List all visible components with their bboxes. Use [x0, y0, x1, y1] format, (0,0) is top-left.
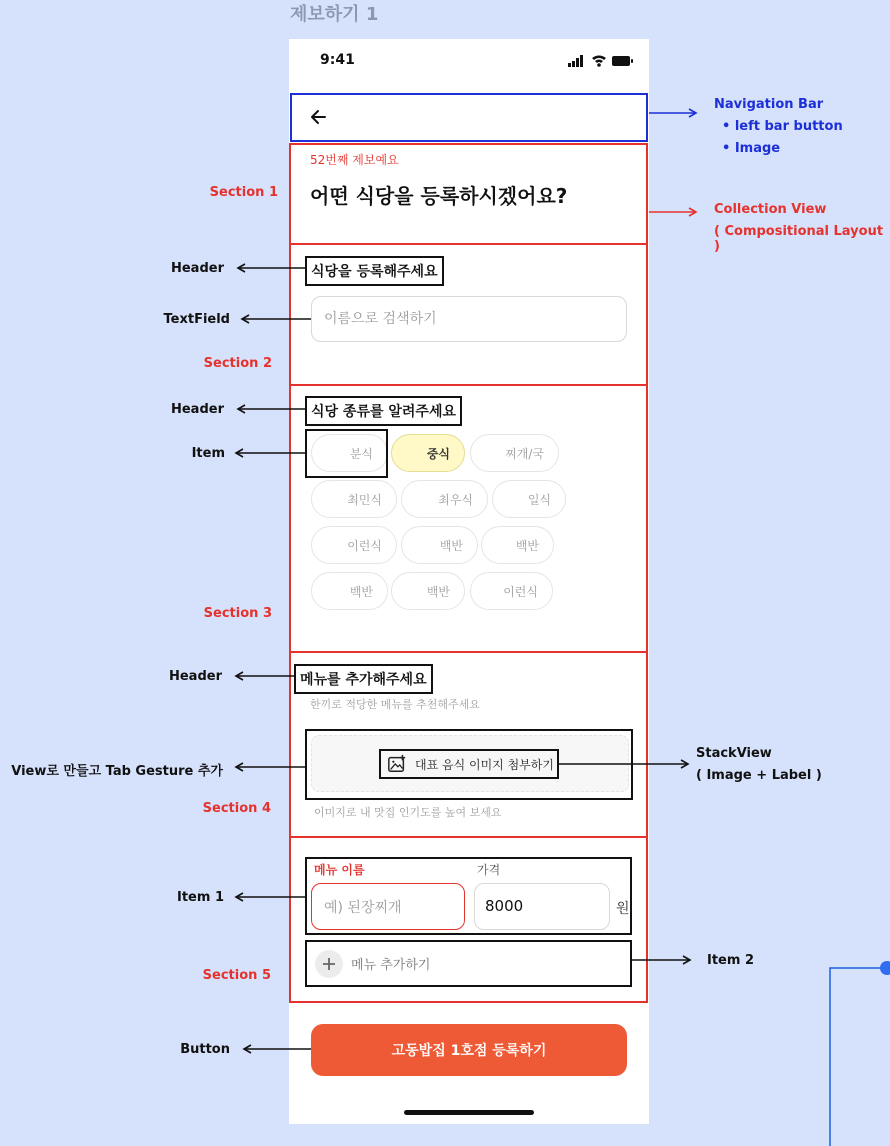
section-4-subtitle: 한끼로 적당한 메뉴를 추천해주세요: [310, 698, 480, 711]
category-chip[interactable]: 백반: [311, 572, 388, 610]
annotation-view-gesture: View로 만들고 Tab Gesture 추가: [11, 764, 223, 779]
status-time: 9:41: [320, 52, 355, 68]
blue-connector: [830, 968, 890, 1146]
price-label: 가격: [477, 863, 501, 877]
annotation-collection-view-sub: ( Compositional Layout ): [714, 224, 884, 254]
annotation-section-5: Section 5: [202, 968, 271, 983]
category-chip[interactable]: 중식: [391, 434, 465, 472]
category-chip[interactable]: 최우식: [401, 480, 488, 518]
category-chip[interactable]: 최민식: [311, 480, 397, 518]
section-4-header: 메뉴를 추가해주세요: [294, 664, 433, 694]
section-2-header: 식당을 등록해주세요: [305, 256, 444, 286]
annotation-header-3: Header: [170, 402, 224, 417]
annotation-button: Button: [180, 1042, 230, 1057]
annotation-section-4: Section 4: [202, 801, 271, 816]
currency-label: 원: [616, 901, 630, 917]
annotation-nav-bar: Navigation Bar: [714, 97, 824, 112]
category-chip[interactable]: 분식: [311, 434, 388, 472]
section-3-header: 식당 종류를 알려주세요: [305, 396, 462, 426]
category-chip[interactable]: 찌개/국: [470, 434, 559, 472]
connector-dot: [880, 961, 890, 975]
annotation-textfield: TextField: [163, 312, 230, 327]
annotation-stackview: StackView: [696, 746, 772, 761]
category-chip[interactable]: 백반: [391, 572, 465, 610]
category-chip[interactable]: 백반: [401, 526, 478, 564]
annotation-header-4: Header: [168, 669, 222, 684]
frame-title: 제보하기 1: [290, 4, 379, 25]
annotation-section-1: Section 1: [209, 185, 278, 200]
attach-hint: 이미지로 내 맛집 인기도를 높여 보세요: [314, 806, 502, 819]
price-input[interactable]: 8000: [474, 883, 610, 930]
category-chip[interactable]: 일식: [492, 480, 566, 518]
category-chip[interactable]: 이런식: [311, 526, 397, 564]
page-title: 어떤 식당을 등록하시겠어요?: [310, 184, 568, 208]
annotation-header-2: Header: [170, 261, 224, 276]
menu-name-input[interactable]: 예) 된장찌개: [311, 883, 465, 930]
annotation-nav-bullet2: • Image: [722, 141, 781, 156]
annotation-collection-view: Collection View: [714, 202, 827, 217]
annotation-nav-bullet1: • left bar button: [722, 119, 843, 134]
report-count-badge: 52번째 제보예요: [310, 153, 399, 167]
annotation-item-1: Item 1: [177, 890, 224, 905]
annotation-item: Item: [191, 446, 225, 461]
category-chip[interactable]: 백반: [481, 526, 554, 564]
register-button[interactable]: 고동밥집 1호점 등록하기: [311, 1024, 627, 1076]
annotation-stackview-sub: ( Image + Label ): [696, 768, 822, 783]
attach-label: 대표 음식 이미지 첨부하기: [415, 757, 554, 772]
menu-name-label: 메뉴 이름: [314, 863, 365, 877]
add-menu-label: 메뉴 추가하기: [351, 958, 431, 973]
annotation-section-2: Section 2: [203, 356, 272, 371]
annotation-item-2: Item 2: [707, 953, 754, 968]
category-chip[interactable]: 이런식: [470, 572, 553, 610]
annotation-section-3: Section 3: [203, 606, 272, 621]
